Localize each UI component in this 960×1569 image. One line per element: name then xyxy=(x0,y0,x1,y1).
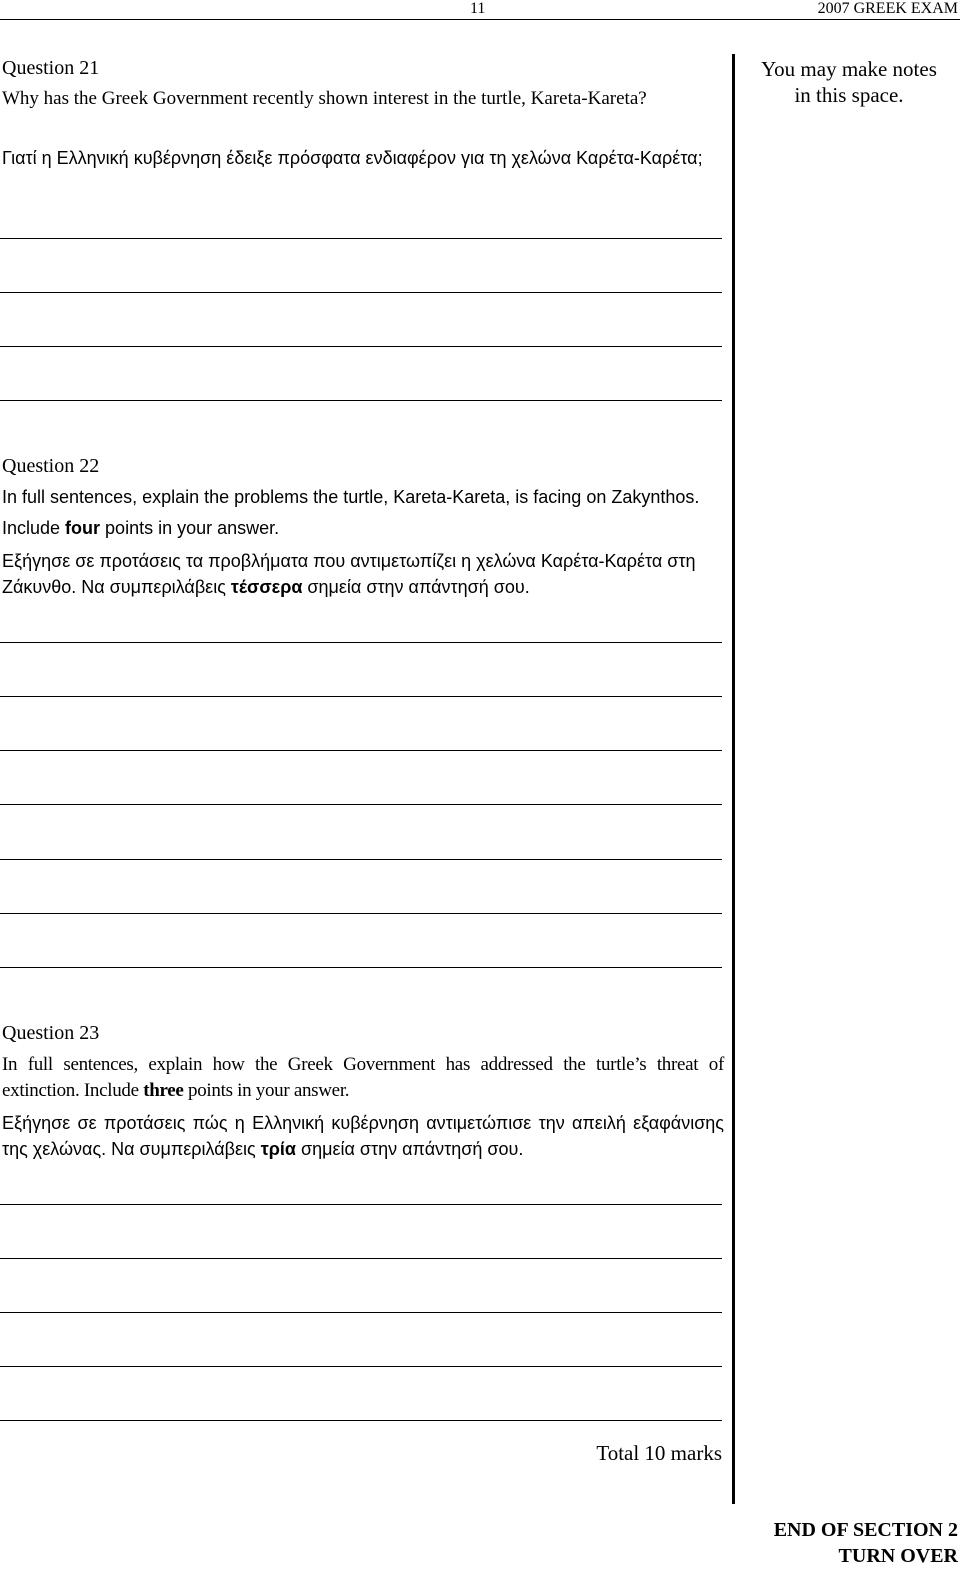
answer-line[interactable] xyxy=(0,1204,722,1205)
question-22-greek xyxy=(2,548,724,600)
question-22-english-text-end: points in your answer. xyxy=(100,518,280,538)
question-23-english-keyword: three xyxy=(143,1080,184,1101)
header-rule xyxy=(0,19,960,20)
answer-line[interactable] xyxy=(0,238,722,239)
question-23-greek-text-end: σημεία στην απάντησή σου. xyxy=(295,1139,524,1159)
answer-line[interactable] xyxy=(0,1312,722,1313)
question-23-english-text: In full sentences, explain how the Greek Government has addressed the turtle’s threat of extinction. Include xyxy=(2,1054,724,1101)
section-footer xyxy=(774,1517,958,1569)
question-22-greek-keyword: τέσσερα xyxy=(230,577,303,597)
answer-line[interactable] xyxy=(0,1420,722,1421)
question-23-greek-keyword: τρία xyxy=(260,1139,296,1159)
question-22-english-keyword: four xyxy=(65,518,101,538)
question-21-english: Why has the Greek Government recently shown interest in the turtle, Kareta-Kareta? xyxy=(2,88,647,109)
answer-line[interactable] xyxy=(0,913,722,914)
question-23-title: Question 23 xyxy=(2,1022,100,1044)
page-number: 11 xyxy=(470,0,486,17)
question-22-title: Question 22 xyxy=(2,455,100,477)
answer-line[interactable] xyxy=(0,804,722,805)
answer-line[interactable] xyxy=(0,346,722,347)
answer-line[interactable] xyxy=(0,292,722,293)
answer-line[interactable] xyxy=(0,859,722,860)
question-22-english xyxy=(2,482,724,544)
notes-hint-line-1: You may make notes xyxy=(761,57,937,81)
answer-line[interactable] xyxy=(0,400,722,401)
question-22-greek-text-end: σημεία στην απάντησή σου. xyxy=(302,577,530,597)
end-of-section: END OF SECTION 2 xyxy=(773,1519,958,1541)
question-23-greek xyxy=(2,1110,724,1162)
question-22-greek-text: Εξήγησε σε προτάσεις τα προβλήματα που αντιμετωπίζει η χελώνα Καρέτα-Καρέτα στη Ζάκυνθο. Να συμπεριλάβεις xyxy=(2,551,696,597)
question-23-english xyxy=(2,1052,724,1104)
question-21-greek: Γιατί η Ελληνική κυβέρνηση έδειξε πρόσφατα ενδιαφέρον για τη χελώνα Καρέτα-Καρέτα; xyxy=(2,148,703,168)
answer-line[interactable] xyxy=(0,750,722,751)
answer-line[interactable] xyxy=(0,696,722,697)
total-marks: Total 10 marks xyxy=(596,1441,722,1465)
exam-title: 2007 GREEK EXAM xyxy=(817,0,958,17)
answer-line[interactable] xyxy=(0,1366,722,1367)
answer-line[interactable] xyxy=(0,642,722,643)
question-23-english-text-end: points in your answer. xyxy=(183,1080,350,1101)
question-23-greek-text: Εξήγησε σε προτάσεις πώς η Ελληνική κυβέρνηση αντιμετώπισε την απειλή εξαφάνισης της χελώνας. Να συμπεριλάβεις xyxy=(2,1113,724,1159)
notes-hint-line-2: in this space. xyxy=(794,83,904,107)
answer-line[interactable] xyxy=(0,967,722,968)
question-22-english-text: In full sentences, explain the problems the turtle, Kareta-Kareta, is facing on Zakynthos. Include xyxy=(2,487,700,538)
margin-divider xyxy=(732,54,735,1504)
answer-line[interactable] xyxy=(0,1258,722,1259)
turn-over: TURN OVER xyxy=(838,1545,958,1567)
notes-hint xyxy=(738,56,960,108)
question-21-title: Question 21 xyxy=(2,57,100,79)
